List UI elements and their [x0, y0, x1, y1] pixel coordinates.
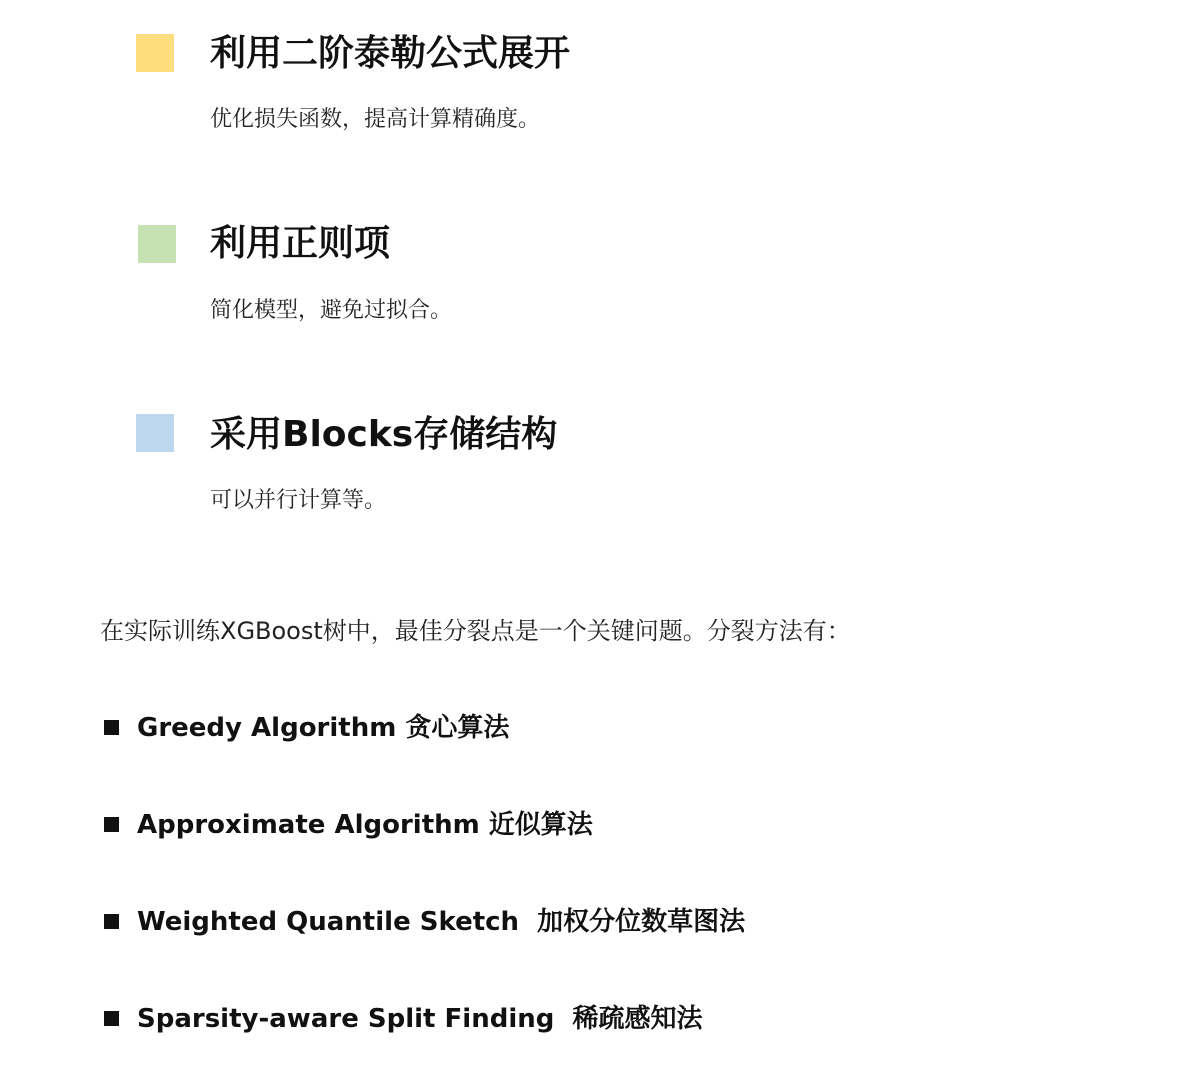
feature-description: 可以并行计算等。 [210, 488, 387, 513]
feature-title: 利用正则项 [210, 223, 391, 264]
method-label: Greedy Algorithm 贪心算法 [137, 713, 510, 743]
method-label: Approximate Algorithm 近似算法 [137, 810, 593, 840]
feature-title: 采用Blocks存储结构 [210, 414, 558, 455]
green-square-icon [138, 225, 176, 263]
feature-description: 简化模型，避免过拟合。 [210, 298, 453, 323]
square-bullet-icon [104, 1011, 119, 1026]
method-label: Weighted Quantile Sketch 加权分位数草图法 [137, 907, 746, 937]
feature-description: 优化损失函数，提高计算精确度。 [210, 107, 541, 132]
split-methods-intro: 在实际训练XGBoost树中，最佳分裂点是一个关键问题。分裂方法有： [100, 617, 851, 645]
feature-title: 利用二阶泰勒公式展开 [210, 33, 571, 74]
method-label: Sparsity-aware Split Finding 稀疏感知法 [137, 1004, 703, 1034]
yellow-square-icon [136, 34, 174, 72]
square-bullet-icon [104, 914, 119, 929]
square-bullet-icon [104, 720, 119, 735]
square-bullet-icon [104, 817, 119, 832]
blue-square-icon [136, 414, 174, 452]
